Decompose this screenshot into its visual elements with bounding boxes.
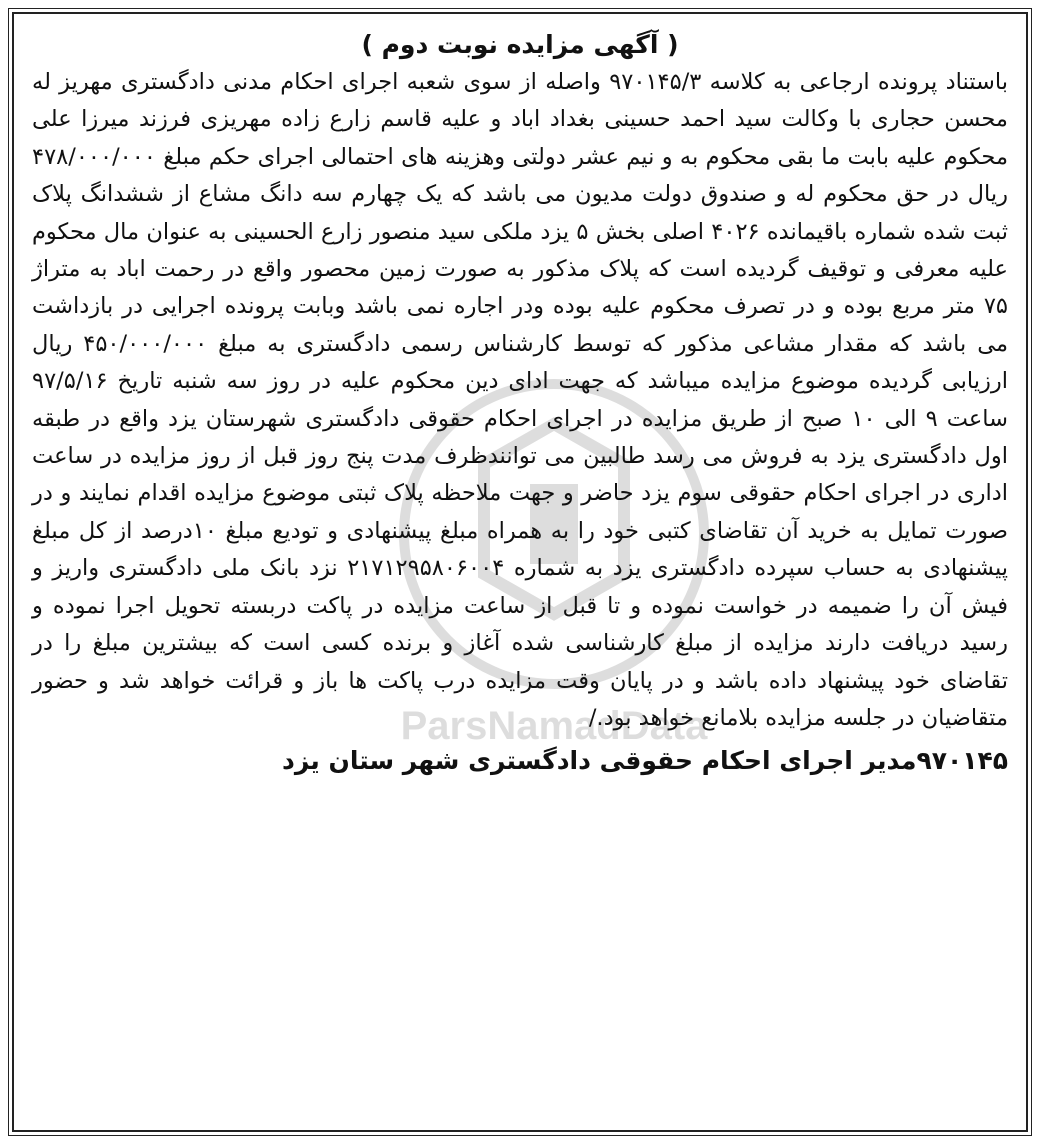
- svg-text:ParsNamadData: ParsNamadData: [400, 704, 708, 748]
- notice-body: باستناد پرونده ارجاعی به کلاسه ۹۷۰۱۴۵/۳ واصله از سوی شعبه اجرای احکام مدنی دادگستری مهریز له محسن حجاری با وکالت سید احمد حسینی بغداد اباد و علیه قاسم زارع زاده مهریزی فرزند میرزا علی محکوم علیه بابت ما بقی محکوم به و نیم عشر دولتی وهزینه های احتمالی اجرای حکم مبلغ ۴۷۸/۰۰۰/۰۰۰ ریال در حق محکوم له و صندوق دولت مدیون می باشد که یک چهارم سه دانگ مشاع از ششدانگ پلاک ثبت شده شماره باقیمانده ۴۰۲۶ اصلی بخش ۵ یزد ملکی سید منصور زارع الحسینی به عنوان مال محکوم علیه معرفی و توقیف گردیده است که پلاک مذکور به صورت زمین محصور واقع در رحمت اباد به متراژ ۷۵ متر مربع بوده و در تصرف محکوم علیه بوده ودر اجاره نمی باشد وبابت پرونده اجرایی در بازداشت می باشد که مقدار مشاعی مذکور که توسط کارشناس رسمی دادگستری به مبلغ ۴۵۰/۰۰۰/۰۰۰ ریال ارزیابی گردیده موضوع مزایده میباشد که جهت ادای دین محکوم علیه در روز سه شنبه تاریخ ۹۷/۵/۱۶ ساعت ۹ الی ۱۰ صبح از طریق مزایده در اجرای احکام حقوقی دادگستری شهرستان یزد واقع در طبقه اول دادگستری یزد به فروش می رسد طالبین می توانندظرف مدت پنج روز قبل از روز مزایده در ساعت اداری در اجرای احکام حقوقی سوم یزد حاضر و جهت ملاحظه پلاک ثبتی موضوع مزایده اقدام نمایند و در صورت تمایل به خرید آن تقاضای کتبی خود را به همراه مبلغ پیشنهادی و تودیع مبلغ ۱۰درصد از کل مبلغ پیشنهادی به حساب سپرده دادگستری یزد به شماره ۲۱۷۱۲۹۵۸۰۶۰۰۴ نزد بانک ملی دادگستری واریز و فیش آن را ضمیمه در خواست نموده و تا قبل از ساعت مزایده در پاکت دربسته تحویل اجرا نموده و رسید دریافت دارند مزایده از مبلغ کارشناسی شده آغاز و برنده کسی است که بیشترین مبلغ را در تقاضای خود پیشنهاد داده باشد و در پایان وقت مزایده درب پاکت ها باز و قرائت خواهد شد و حضور متقاضیان در جلسه مزایده بلامانع خواهد بود./: [32, 69, 1008, 731]
- notice-title: ( آگهی مزایده نوبت دوم ): [361, 30, 679, 59]
- notice-signature: ۹۷۰۱۴۵مدیر اجرای احکام حقوقی دادگستری شهر ستان یزد: [282, 746, 1008, 776]
- auction-notice: [12, 12, 1028, 1132]
